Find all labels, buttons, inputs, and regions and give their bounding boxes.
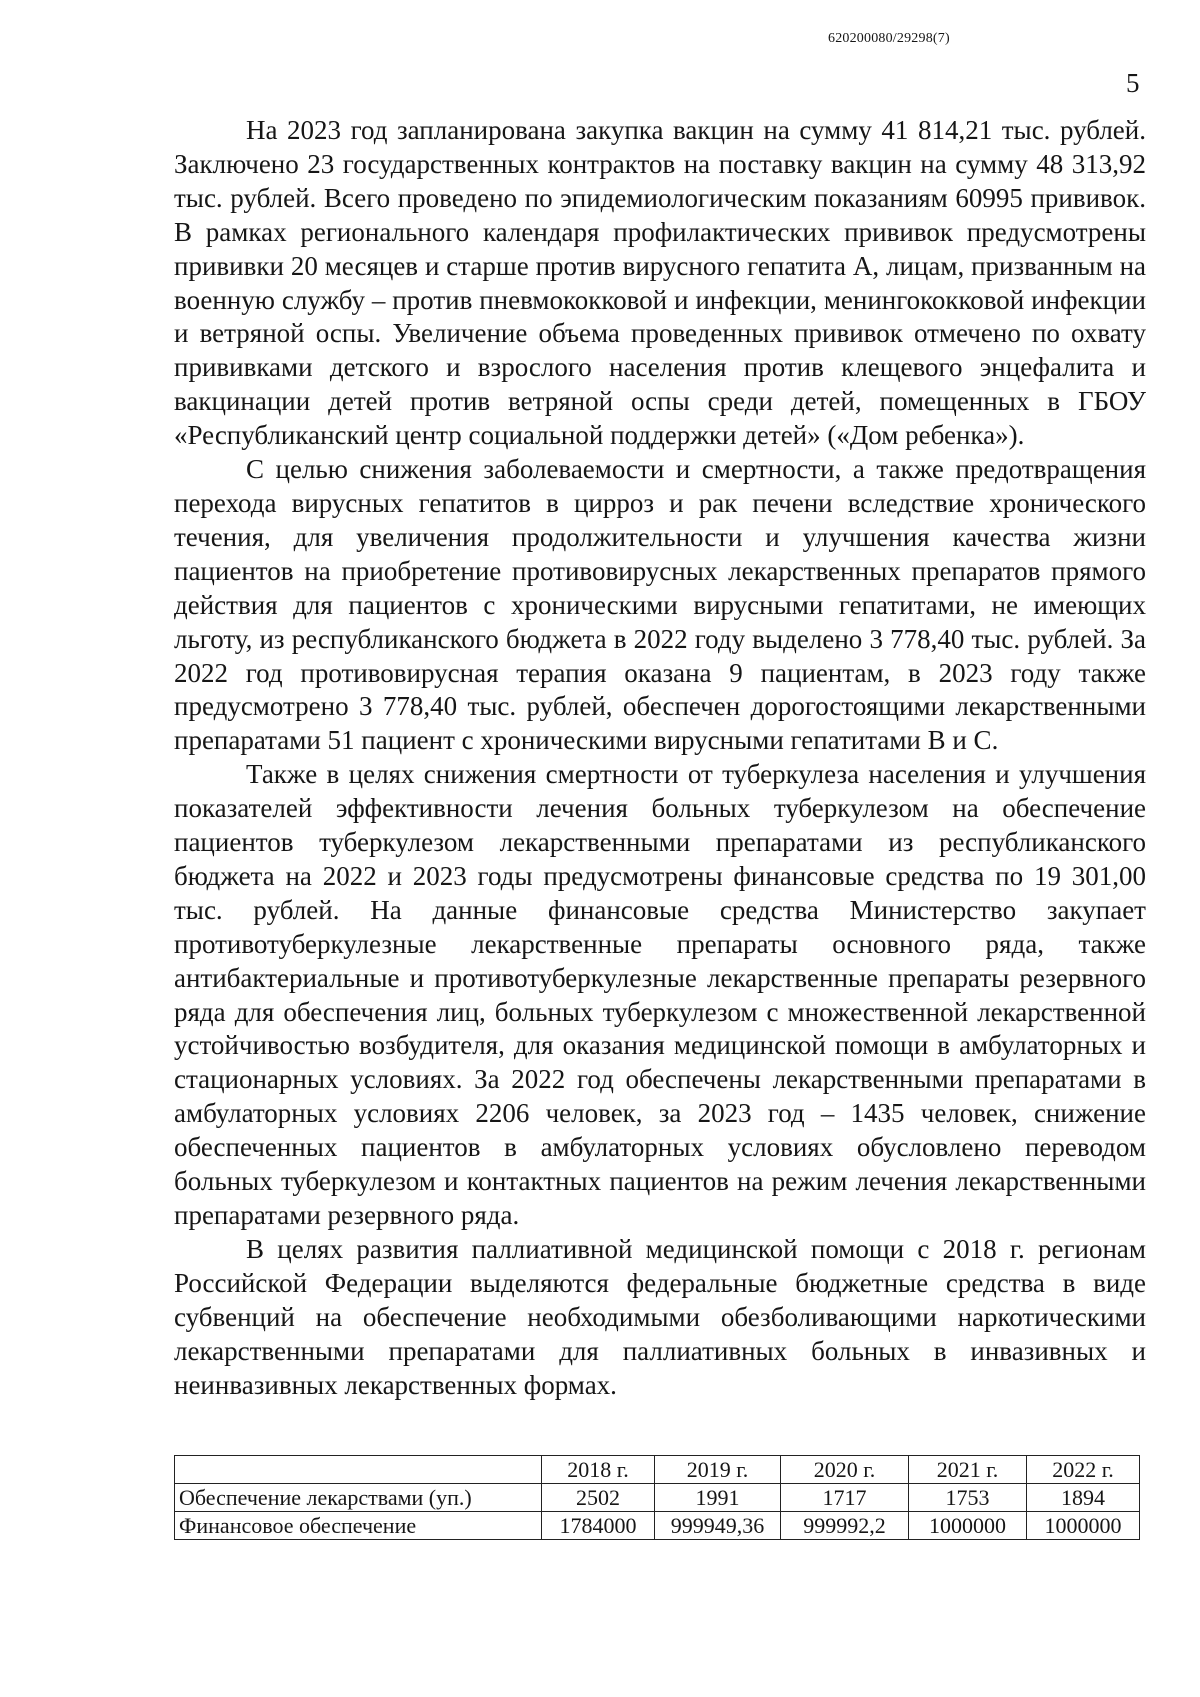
document-id: 620200080/29298(7) (828, 31, 950, 46)
table-cell: 999992,2 (781, 1512, 909, 1540)
paragraph-vaccines: На 2023 год запланирована закупка вакцин на сумму 41 814,21 тыс. рублей. Заключено 23 государственных контрактов на поставку вакцин на сумму 48 313,92 тыс. рублей. Всего проведено по эпидемиологическим показаниям 60995 прививок. В рамках регионального календаря профилактических прививок предусмотрены прививки 20 месяцев и старше против вирусного гепатита А, лицам, призванным на военную службу – против пневмококковой и инфекции, менингококковой инфекции и ветряной оспы. Увеличение объема проведенных прививок отмечено по охвату прививками детского и взрослого населения против клещевого энцефалита и вакцинации детей против ветряной оспы среди детей, помещенных в ГБОУ «Республиканский центр социальной поддержки детей» («Дом ребенка»). (174, 115, 1146, 451)
table-header-cell: 2018 г. (542, 1456, 655, 1484)
table-header-cell: 2019 г. (655, 1456, 781, 1484)
table-cell: 1000000 (1027, 1512, 1140, 1540)
table-cell: Финансовое обеспечение (175, 1512, 542, 1540)
paragraph-hepatitis: С целью снижения заболеваемости и смертности, а также предотвращения перехода вирусных гепатитов в цирроз и рак печени вследствие хронического течения, для увеличения продолжительности и улучшения качества жизни пациентов на приобретение противовирусных лекарственных препаратов прямого действия для пациентов с хроническими вирусными гепатитами, не имеющих льготу, из республиканского бюджета в 2022 году выделено 3 778,40 тыс. рублей. За 2022 год противовирусная терапия оказана 9 пациентам, в 2023 году также предусмотрено 3 778,40 тыс. рублей, обеспечен дорогостоящими лекарственными препаратами 51 пациент с хроническими вирусными гепатитами В и С. (174, 454, 1146, 756)
table-header-cell: 2021 г. (909, 1456, 1027, 1484)
table-header-row (175, 1456, 1140, 1484)
paragraph-palliative: В целях развития паллиативной медицинской помощи с 2018 г. регионам Российской Федерации выделяются федеральные бюджетные средства в виде субвенций на обеспечение необходимыми обезболивающими наркотическими лекарственными препаратами для паллиативных больных в инвазивных и неинвазивных лекарственных формах. (174, 1233, 1146, 1400)
table-header-cell: 2022 г. (1027, 1456, 1140, 1484)
table-cell: 1991 (655, 1484, 781, 1512)
table-header-cell: 2020 г. (781, 1456, 909, 1484)
body-text (174, 114, 1146, 1402)
paragraph-tuberculosis: Также в целях снижения смертности от туберкулеза населения и улучшения показателей эффективности лечения больных туберкулезом на обеспечение пациентов туберкулезом лекарственными препаратами из республиканского бюджета на 2022 и 2023 годы предусмотрены финансовые средства по 19 301,00 тыс. рублей. На данные финансовые средства Министерство закупает противотуберкулезные лекарственные препараты основного ряда, также антибактериальные и противотуберкулезные лекарственные препараты резервного ряда для обеспечения лиц, больных туберкулезом с множественной лекарственной устойчивостью возбудителя, для оказания медицинской помощи в амбулаторных и стационарных условиях. За 2022 год обеспечены лекарственными препаратами в амбулаторных условиях 2206 человек, за 2023 год – 1435 человек, снижение обеспеченных пациентов в амбулаторных условиях обусловлено переводом больных туберкулезом и контактных пациентов на режим лечения лекарственными препаратами резервного ряда. (174, 759, 1146, 1230)
table-cell: 1753 (909, 1484, 1027, 1512)
table-row (175, 1512, 1140, 1540)
page-number: 5 (1126, 68, 1140, 98)
table-cell: 2502 (542, 1484, 655, 1512)
table-header-cell (175, 1456, 542, 1484)
table-cell: 1000000 (909, 1512, 1027, 1540)
table-cell: 1784000 (542, 1512, 655, 1540)
table-cell: 1894 (1027, 1484, 1140, 1512)
table-cell: 1717 (781, 1484, 909, 1512)
table-row (175, 1484, 1140, 1512)
table-cell: 999949,36 (655, 1512, 781, 1540)
table-cell: Обеспечение лекарствами (уп.) (175, 1484, 542, 1512)
palliative-stats-table (174, 1455, 1140, 1540)
